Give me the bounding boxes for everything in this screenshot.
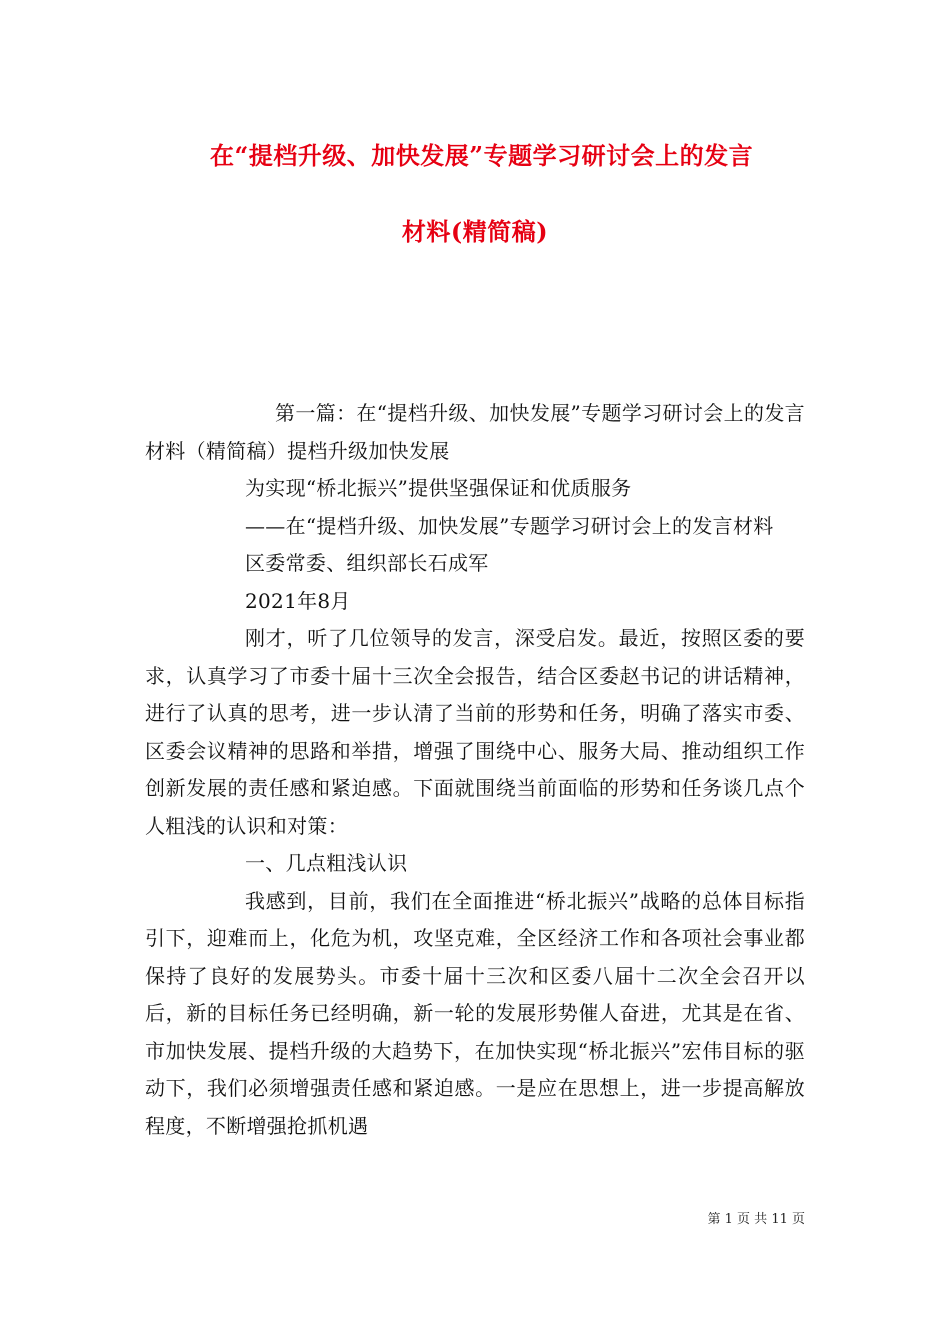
paragraph-intro: 第一篇：在“提档升级、加快发展”专题学习研讨会上的发言材料（精简稿）提档升级加快发展 <box>145 401 805 463</box>
document-title-line2: 材料(精简稿) <box>401 217 549 246</box>
document-body <box>145 395 805 1145</box>
paragraph-section1-body: 我感到，目前，我们在全面推进“桥北振兴”战略的总体目标指引下，迎难而上，化危为机，攻坚克难，全区经济工作和各项社会事业都保持了良好的发展势头。市委十届十三次和区委八届十二次全会召开以后，新的目标任务已经明确，新一轮的发展形势催人奋进，尤其是在省、市加快发展、提档升级的大趋势下，在加快实现“桥北振兴”宏伟目标的驱动下，我们必须增强责任感和紧迫感。一是应在思想上，进一步提高解放程度，不断增强抢抓机遇 <box>145 888 805 1138</box>
paragraph-opening: 刚才，听了几位领导的发言，深受启发。最近，按照区委的要求，认真学习了市委十届十三次全会报告，结合区委赵书记的讲话精神，进行了认真的思考，进一步认清了当前的形势和任务，明确了落实市委、区委会议精神的思路和举措，增强了围绕中心、服务大局、推动组织工作创新发展的责任感和紧迫感。下面就围绕当前面临的形势和任务谈几点个人粗浅的认识和对策： <box>145 626 805 838</box>
paragraph-date: 2021年8月 <box>245 588 351 613</box>
paragraph-subtitle: 为实现“桥北振兴”提供坚强保证和优质服务 <box>245 476 632 500</box>
paragraph-author: 区委常委、组织部长石成军 <box>245 551 489 575</box>
paragraph-subheading: ——在“提档升级、加快发展”专题学习研讨会上的发言材料 <box>245 513 774 538</box>
section-heading-1: 一、几点粗浅认识 <box>245 851 408 875</box>
document-title-line1: 在“提档升级、加快发展”专题学习研讨会上的发言 <box>210 141 754 170</box>
page-number: 第 1 页 共 11 页 <box>707 1212 805 1227</box>
